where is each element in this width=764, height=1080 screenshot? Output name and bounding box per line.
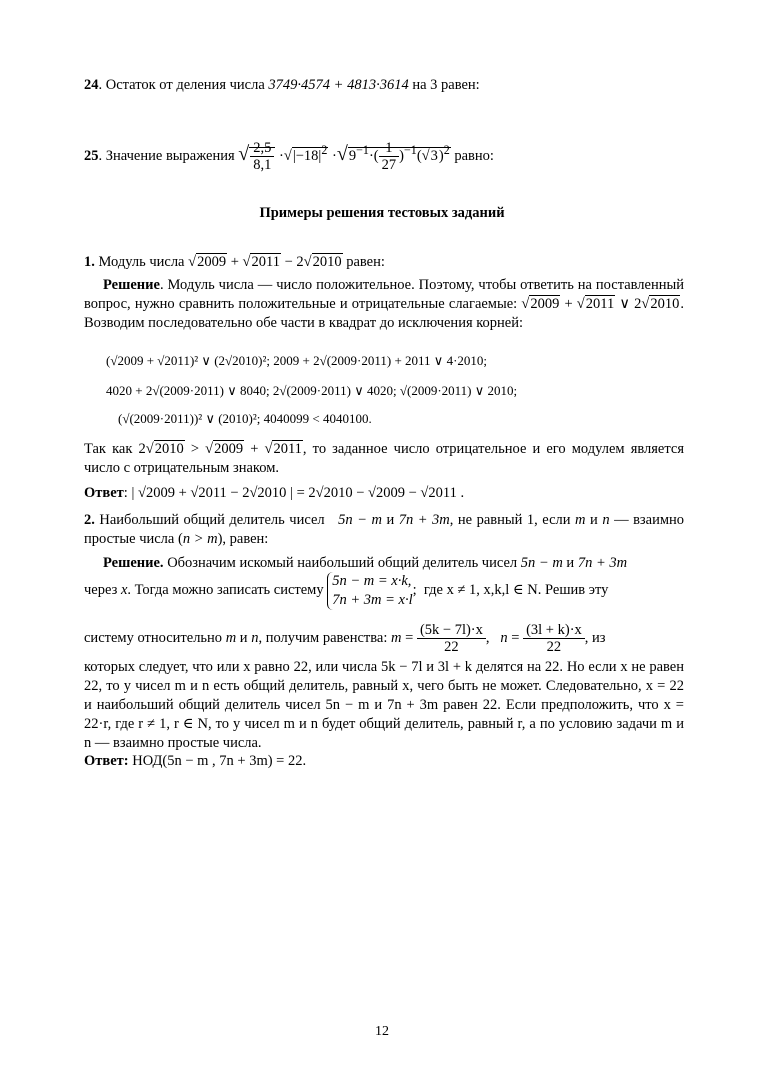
equation-line-2: 4020 + 2√(2009·2011) ∨ 8040; 2√(2009·2011) ∨ 4020; √(2009·2011) ∨ 2010; bbox=[106, 383, 518, 398]
q24-tail: на 3 равен: bbox=[412, 77, 480, 93]
example-2-solution-body: которых следует, что или x равно 22, или числа 5k − 7l и 3l + k делятся на 22. Но если x не равен 22, то у чисел m и n есть общий делитель, равный x, чего быть не может. Следовательно, x = 22 и наибольший общий делитель чисел 5n − m и 7n + 3m равен 22. Если предположить, что x = 22·r, где r ≠ 1, r ∈ N, то у чисел m и n будет общий делитель, равный r, а по условию задачи m и n — взаимно простые числа. bbox=[84, 659, 684, 751]
example-2-answer: Ответ: НОД(5n − m , 7n + 3m) = 22. bbox=[84, 753, 307, 769]
example-2-question: 2. Наибольший общий делитель чисел 5n − m и 7n + 3m, не равный 1, если m и n — взаимно простые числа (n > m), равен: bbox=[84, 512, 685, 547]
q24-text: . Остаток от деления числа bbox=[98, 77, 265, 93]
page-number: 12 bbox=[375, 1024, 389, 1039]
q25-fraction: $\frac{2,5}{8,1}$ bbox=[250, 140, 274, 173]
example-1-question: 1. Модуль числа √2009 + √2011 − 2√2010 равен: bbox=[84, 254, 385, 270]
example-2-system: через x. Тогда можно записать систему 5n − m = x·k, 7n + 3m = x·l ; где x ≠ 1, x,k,l ∈ N. Решив эту bbox=[84, 572, 609, 608]
q24-expr: 3749·4574 + 4813·3614 bbox=[268, 77, 409, 93]
solution-label: Решение bbox=[103, 277, 160, 293]
example-1-solution: Решение. Модуль числа — число положительное. Поэтому, чтобы ответить на поставленный вопрос, нужно сравнить положительные и отрицательные слагаемые: √2009 + √2011 ∨ 2√2010. Возводим последовательно обе части в квадрат до исключения корней: bbox=[84, 277, 685, 331]
equation-line-3: (√(2009·2011))² ∨ (2010)²; 4040099 < 4040100. bbox=[118, 411, 372, 426]
section-heading: Примеры решения тестовых заданий bbox=[259, 205, 505, 221]
q25-tail: равно: bbox=[454, 147, 494, 164]
example-2-solution-start: Решение. Обозначим искомый наибольший общий делитель чисел 5n − m и 7n + 3m bbox=[103, 555, 628, 571]
example-1-conclusion: Так как 2√2010 > √2009 + √2011, то заданное число отрицательное и его модулем является число с отрицательным знаком. bbox=[84, 441, 684, 476]
q25-text: . Значение выражения bbox=[98, 147, 235, 164]
question-25: 25. Значение выражения √ $\frac{2,5}{8,1}$ $\cdot√|-18|^2 \cdot√9^{-1}\cdot$( $\frac{1}{27}$ )$^{-1}(√3)^2$ равно: bbox=[84, 140, 494, 173]
q25-abs: |−18| bbox=[292, 147, 322, 164]
equation-system: 5n − m = x·k, 7n + 3m = x·l bbox=[327, 572, 412, 610]
q25-number: 25 bbox=[84, 147, 99, 164]
example-2-equalities: систему относительно m и n, получим равенства: m = $\frac{(5k - 7l)\cdot x}{22}$ , n = $\frac{(3l + k)\cdot x}{22}$ , из bbox=[84, 622, 606, 656]
equation-line-1: (√2009 + √2011)² ∨ (2√2010)²; 2009 + 2√(2009·2011) + 2011 ∨ 4·2010; bbox=[106, 353, 488, 368]
q24-number: 24 bbox=[84, 77, 99, 93]
question-24 bbox=[84, 76, 480, 94]
example-1-answer: Ответ: | √2009 + √2011 − 2√2010 | = 2√2010 − √2009 − √2011 . bbox=[84, 485, 465, 501]
